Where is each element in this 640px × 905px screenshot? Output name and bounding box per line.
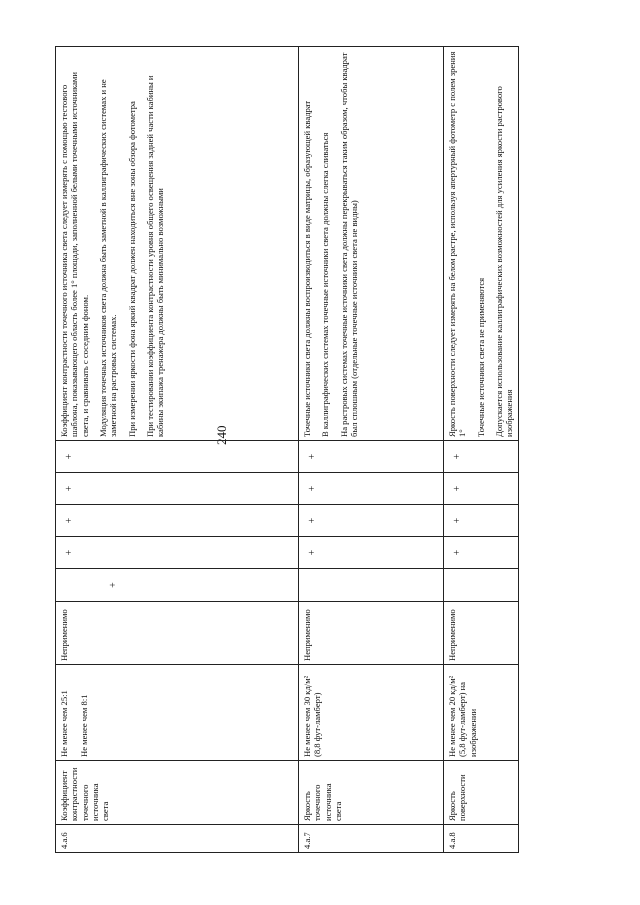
note-text: Точечные источники света должны воспроизводиться в виде матрицы, образующей квадрат [302,100,312,437]
mark-cell: + [444,537,519,569]
note-text: Яркость поверхности следует измерять на белом растре, используя апертурный фотометр с полем зрения 1° [447,51,468,437]
mark-cell [56,569,299,602]
row-requirements [56,665,299,761]
row-parameter: Яркость поверхности [444,761,519,825]
row-notes [56,47,299,441]
rotated-table-container [55,46,515,853]
requirement-text: Не менее чем 25:1 [59,690,69,757]
mark-cell: + [299,505,444,537]
mark-cell: + [299,473,444,505]
note-text: Модуляция точечных источников света должна быть заметной в каллиграфических системах и не заметной на растровых системах. [97,79,119,437]
requirements-table [55,46,519,853]
requirement-text: Не менее чем 8:1 [79,694,90,757]
mark-cell: + [56,505,299,537]
row-requirements [444,665,519,761]
note-text: В каллиграфических системах точечные источники света должны слегка сливаться [320,132,331,437]
mark-cell: + [299,537,444,569]
note-text: Точечные источники света не применяются [475,277,486,437]
row-applicability: Неприменимо [299,602,444,665]
mark-cell: + [56,441,299,473]
row-parameter: Коэффициент контрастности точечного источника света [56,761,299,825]
row-id: 4.a.7 [299,825,444,853]
note-text: При тестировании коэффициента контрастности уровня общего освещения задней части кабины и кабины экипажа тренажера должны быть минимально возможными [144,75,166,437]
mark-cell: + [444,473,519,505]
mark-cell: + [444,505,519,537]
row-notes [444,47,519,441]
row-id: 4.a.6 [56,825,299,853]
row-applicability: Неприменимо [444,602,519,665]
mark-cell: + [444,441,519,473]
note-text: При измерении яркости фона яркий квадрат должен находиться вне зоны обзора фотометра [126,101,137,437]
table-row [444,47,519,853]
note-text: Коэффициент контрастности точечного источника света следует измерять с помощью тестового шаблона, показывающего область более 1° площади, заполненной белыми точечными источниками света, и сравнивать с соседним фоном. [59,72,90,437]
note-text: Допускается использование каллиграфических возможностей для усиления яркости растрового изображения [493,86,515,437]
mark-cell [299,569,444,602]
requirement-text: Не менее чем 20 кд/м² (5,8 фут-ламберт) на изображении [447,675,478,757]
row-id: 4.a.8 [444,825,519,853]
requirement-text: Не менее чем 30 кд/м² (8,8 фут-ламберт) [302,675,323,757]
row-applicability: Неприменимо [56,602,299,665]
row-parameter: Яркость точечного источника света [299,761,444,825]
mark-cell [444,569,519,602]
mark-cell: + [56,537,299,569]
row-requirements [299,665,444,761]
row-notes [299,47,444,441]
note-text: На растровых системах точечные источники света должны перекрываться таким образом, чтобы квадрат был сплошным (отдельные точечные источники света не видны) [338,52,359,437]
table-row [56,47,299,853]
mark-cell: + [299,441,444,473]
mark-plus: + [108,582,119,588]
mark-cell: + [56,473,299,505]
page-number: 240 [214,425,229,445]
table-row [299,47,444,853]
